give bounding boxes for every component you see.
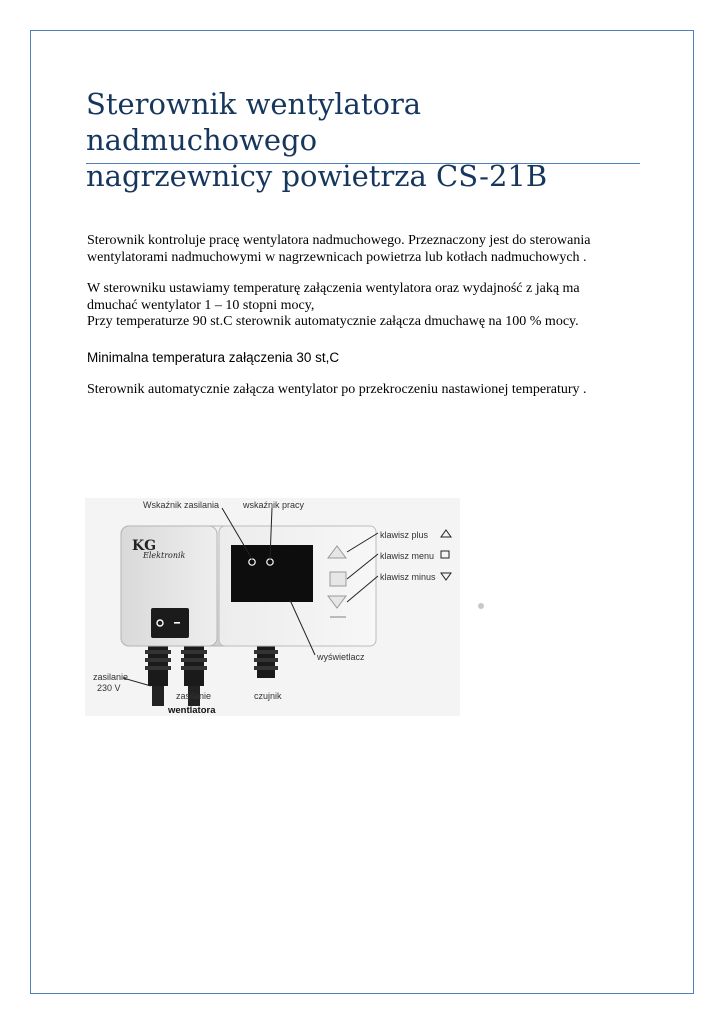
label-fan-power-line2: wentlatora <box>168 705 216 716</box>
label-display: wyświetlacz <box>317 652 365 662</box>
title-line-2: nagrzewnicy powietrza CS-21B <box>86 159 548 193</box>
logo-kg: KG <box>132 538 157 554</box>
page-title <box>86 86 646 194</box>
paragraph-settings-line-2: dmuchać wentylator 1 – 10 stopni mocy, <box>87 297 315 313</box>
label-key-menu: klawisz menu <box>380 551 435 561</box>
paragraph-settings <box>87 281 667 331</box>
paragraph-intro <box>87 233 667 266</box>
paragraph-settings-line-3: Przy temperaturze 90 st.C sterownik automatycznie załącza dmuchawę na 100 % mocy. <box>87 314 579 329</box>
paragraph-auto: Sterownik automatycznie załącza wentylator po przekroczeniu nastawionej temperatury . <box>87 382 587 397</box>
title-line-1: Sterownik wentylatora nadmuchowego <box>86 87 422 157</box>
controller-figure <box>85 490 465 720</box>
panel-slot <box>330 616 346 618</box>
paragraph-min-temp: Minimalna temperatura załączenia 30 st,C <box>87 350 340 365</box>
menu-key <box>330 572 346 586</box>
display-screen <box>231 545 313 602</box>
title-rule <box>86 163 640 164</box>
label-key-plus: klawisz plus <box>380 530 429 540</box>
stray-dot <box>478 603 484 609</box>
label-sensor: czujnik <box>254 691 282 701</box>
label-power-indicator: Wskaźnik zasilania <box>143 500 220 510</box>
label-power-230-line1: zasilanie <box>93 672 129 682</box>
paragraph-intro-line-2: wentylatorami nadmuchowymi w nagrzewnicach powietrza lub kotłach nadmuchowych . <box>87 249 587 265</box>
paragraph-settings-line-1: W sterowniku ustawiamy temperaturę załączenia wentylatora oraz wydajność z jaką ma <box>87 281 580 296</box>
power-switch-on-icon <box>174 622 180 624</box>
paragraph-intro-line-1: Sterownik kontroluje pracę wentylatora nadmuchowego. Przeznaczony jest do sterowania <box>87 233 591 248</box>
label-key-minus: klawisz minus <box>380 572 436 582</box>
label-work-indicator: wskaźnik pracy <box>243 500 305 510</box>
logo-elektronik: Elektronik <box>143 551 186 560</box>
label-power-230-line2: 230 V <box>97 683 121 693</box>
label-fan-power-line1: zasilanie <box>176 691 212 701</box>
